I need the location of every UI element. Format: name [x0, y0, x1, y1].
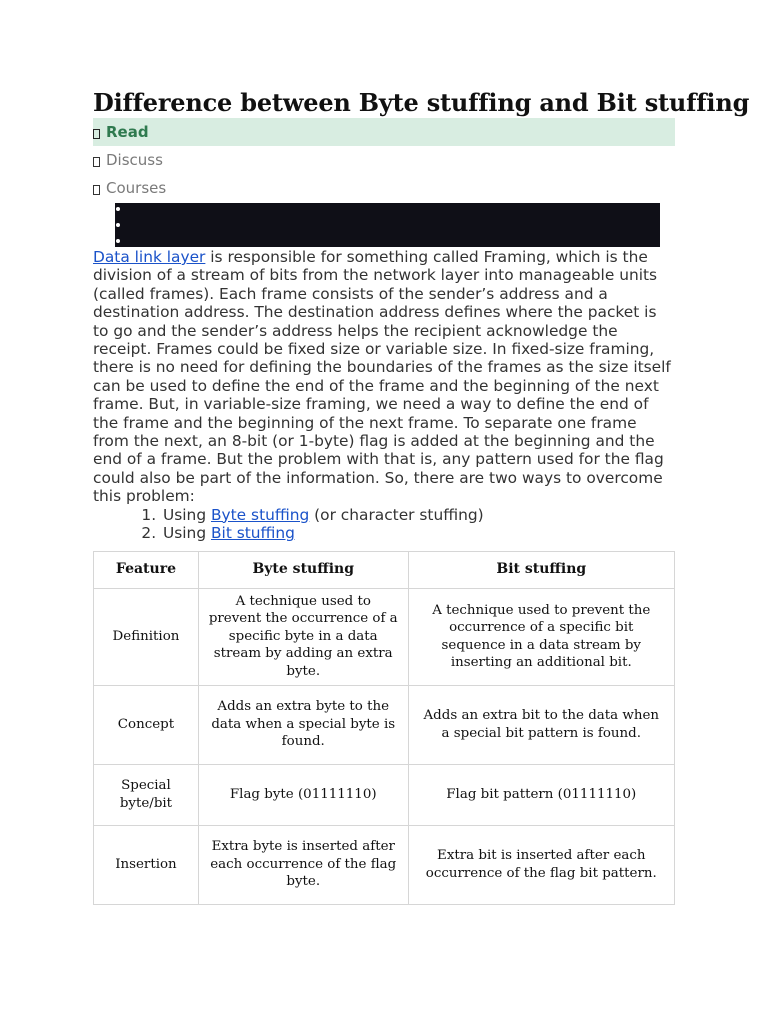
- comparison-table: [93, 551, 675, 905]
- tab-courses[interactable]: [93, 174, 675, 202]
- table-cell: A technique used to prevent the occurrence of a specific bit sequence in a data stream by inserting an additional bit.: [408, 588, 674, 685]
- table-cell: A technique used to prevent the occurrence of a specific byte in a data stream by adding an extra byte.: [198, 588, 408, 685]
- tab-discuss[interactable]: [93, 146, 675, 174]
- list-item: [161, 506, 675, 524]
- table-cell: Flag bit pattern (01111110): [408, 764, 674, 825]
- table-cell: Definition: [94, 588, 199, 685]
- list-item: [161, 524, 675, 542]
- article: [93, 84, 750, 905]
- tab-courses-label: Courses: [106, 179, 167, 197]
- discuss-icon: [93, 157, 100, 167]
- header-byte-stuffing: Byte stuffing: [198, 551, 408, 588]
- list-item-prefix: Using: [163, 524, 211, 543]
- table-row: [94, 825, 675, 904]
- intro-paragraph: [93, 248, 675, 506]
- table-header-row: [94, 551, 675, 588]
- header-bit-stuffing: Bit stuffing: [408, 551, 674, 588]
- table-cell: Extra bit is inserted after each occurrence of the flag bit pattern.: [408, 825, 674, 904]
- table-row: [94, 764, 675, 825]
- table-cell: Adds an extra byte to the data when a special byte is found.: [198, 685, 408, 764]
- byte-stuffing-link[interactable]: Byte stuffing: [210, 505, 310, 524]
- tab-read[interactable]: [93, 118, 675, 146]
- tab-discuss-label: Discuss: [106, 151, 163, 169]
- table-cell: Concept: [94, 685, 199, 764]
- list-item-prefix: Using: [163, 505, 211, 524]
- bit-stuffing-link[interactable]: Bit stuffing: [210, 524, 295, 543]
- table-cell: Extra byte is inserted after each occurrence of the flag byte.: [198, 825, 408, 904]
- table-cell: Special byte/bit: [94, 764, 199, 825]
- table-row: [94, 588, 675, 685]
- bullet-dot: [116, 207, 120, 211]
- data-link-layer-link[interactable]: Data link layer: [93, 248, 206, 266]
- bullet-dot: [116, 239, 120, 243]
- courses-icon: [93, 185, 100, 195]
- table-row: [94, 685, 675, 764]
- list-item-suffix: (or character stuffing): [309, 505, 484, 524]
- dark-banner: [115, 203, 660, 247]
- tab-read-label: Read: [106, 123, 149, 141]
- read-icon: [93, 129, 100, 139]
- method-list: [93, 506, 675, 543]
- table-cell: Insertion: [94, 825, 199, 904]
- table-cell: Flag byte (01111110): [198, 764, 408, 825]
- table-cell: Adds an extra bit to the data when a special bit pattern is found.: [408, 685, 674, 764]
- page-title: Difference between Byte stuffing and Bit stuffing: [93, 88, 750, 117]
- intro-text: is responsible for something called Framing, which is the division of a stream of bits from the network layer into manageable units (called frames). Each frame consists of the sender’s address and a destination address. The destination address defines where the packet is to go and the sender’s address helps the recipient acknowledge the receipt. Frames could be fixed size or variable size. In fixed-size framing, there is no need for defining the boundaries of the frames as the size itself can be used to define the end of the frame and the beginning of the next frame. But, in variable-size framing, we need a way to define the end of the frame and the beginning of the next frame. To separate one frame from the next, an 8-bit (or 1-byte) flag is added at the beginning and the end of a frame. But the problem with that is, any pattern used for the flag could also be part of the information. So, there are two ways to overcome this problem:: [93, 248, 671, 506]
- header-feature: Feature: [94, 551, 199, 588]
- bullet-dot: [116, 223, 120, 227]
